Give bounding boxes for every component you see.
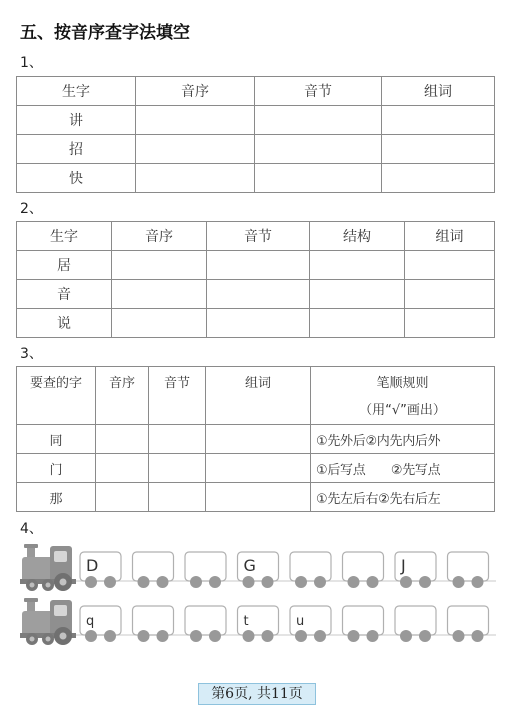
train-car[interactable] (238, 552, 279, 588)
table-3-header: 音序 (96, 367, 149, 425)
locomotive-icon (20, 544, 76, 591)
blank-cell[interactable] (310, 309, 405, 338)
char-cell: 门 (17, 454, 96, 483)
char-cell: 招 (17, 135, 136, 164)
table-row (17, 135, 495, 164)
train-car[interactable] (80, 606, 121, 642)
rule-hint: （用“√”画出） (359, 403, 446, 418)
char-cell: 音 (17, 280, 112, 309)
table-1 (16, 76, 495, 193)
char-cell: 说 (17, 309, 112, 338)
table-row (17, 251, 495, 280)
blank-cell[interactable] (112, 309, 207, 338)
train-car-letter: q (86, 614, 95, 629)
blank-cell[interactable] (149, 483, 206, 512)
table-2-header: 音节 (207, 222, 310, 251)
train-car[interactable] (238, 606, 279, 642)
train-car[interactable] (343, 552, 384, 588)
blank-cell[interactable] (136, 106, 255, 135)
train-car[interactable] (395, 606, 436, 642)
question-1-label: 1、 (20, 55, 43, 71)
train-car-letter: t (243, 614, 249, 629)
blank-cell[interactable] (136, 135, 255, 164)
blank-cell[interactable] (112, 251, 207, 280)
table-row (17, 483, 495, 512)
blank-cell[interactable] (96, 425, 149, 454)
blank-cell[interactable] (255, 106, 382, 135)
blank-cell[interactable] (405, 280, 495, 309)
question-4-label: 4、 (20, 521, 43, 537)
table-row (17, 309, 495, 338)
train-car[interactable] (133, 606, 174, 642)
train-car[interactable] (185, 606, 226, 642)
blank-cell[interactable] (149, 454, 206, 483)
rule-options[interactable]: ①先左后右②先右后左 (311, 483, 495, 512)
train-car-letter: G (243, 556, 256, 575)
section-title: 五、按音序查字法填空 (20, 23, 190, 43)
train-car[interactable] (290, 552, 331, 588)
table-3-header: 组词 (206, 367, 311, 425)
char-cell: 居 (17, 251, 112, 280)
char-cell: 讲 (17, 106, 136, 135)
table-row (17, 280, 495, 309)
train-row-2-cars (80, 606, 489, 642)
blank-cell[interactable] (207, 251, 310, 280)
blank-cell[interactable] (207, 309, 310, 338)
blank-cell[interactable] (149, 425, 206, 454)
page-footer: 第6页, 共11页 (198, 683, 316, 705)
train-car[interactable] (343, 606, 384, 642)
train-car[interactable] (80, 552, 121, 588)
table-row (17, 106, 495, 135)
table-1-header: 生字 (17, 77, 136, 106)
table-3-header: 笔顺规则 (376, 376, 429, 391)
blank-cell[interactable] (310, 251, 405, 280)
table-row (17, 454, 495, 483)
blank-cell[interactable] (96, 483, 149, 512)
blank-cell[interactable] (255, 135, 382, 164)
train-car[interactable] (448, 552, 489, 588)
table-2-header: 结构 (310, 222, 405, 251)
question-2-label: 2、 (20, 201, 43, 217)
char-cell: 快 (17, 164, 136, 193)
train-car-letter: u (296, 614, 305, 629)
locomotive-icon (20, 598, 76, 645)
blank-cell[interactable] (112, 280, 207, 309)
stroke-rule-header (311, 367, 495, 425)
blank-cell[interactable] (382, 164, 495, 193)
rule-options[interactable]: ①后写点 ②先写点 (311, 454, 495, 483)
table-2-header: 音序 (112, 222, 207, 251)
table-3 (16, 366, 495, 512)
char-cell: 同 (17, 425, 96, 454)
blank-cell[interactable] (310, 280, 405, 309)
blank-cell[interactable] (206, 454, 311, 483)
train-diagram (20, 540, 496, 648)
char-cell: 那 (17, 483, 96, 512)
blank-cell[interactable] (206, 483, 311, 512)
table-1-header: 音序 (136, 77, 255, 106)
blank-cell[interactable] (405, 309, 495, 338)
train-car-letter: D (86, 556, 99, 575)
table-1-header: 音节 (255, 77, 382, 106)
table-2 (16, 221, 495, 338)
table-3-header: 要查的字 (17, 367, 96, 425)
train-car[interactable] (185, 552, 226, 588)
train-car[interactable] (395, 552, 436, 588)
rule-options[interactable]: ①先外后②内先内后外 (311, 425, 495, 454)
table-2-header: 组词 (405, 222, 495, 251)
table-2-header: 生字 (17, 222, 112, 251)
blank-cell[interactable] (136, 164, 255, 193)
train-car[interactable] (133, 552, 174, 588)
blank-cell[interactable] (96, 454, 149, 483)
train-car[interactable] (290, 606, 331, 642)
table-row (17, 164, 495, 193)
blank-cell[interactable] (255, 164, 382, 193)
blank-cell[interactable] (206, 425, 311, 454)
blank-cell[interactable] (405, 251, 495, 280)
blank-cell[interactable] (382, 135, 495, 164)
train-car[interactable] (448, 606, 489, 642)
table-row (17, 425, 495, 454)
train-row-1-cars (80, 552, 489, 588)
train-car-letter: J (401, 556, 406, 575)
blank-cell[interactable] (207, 280, 310, 309)
question-3-label: 3、 (20, 346, 43, 362)
table-1-header: 组词 (382, 77, 495, 106)
table-3-header: 音节 (149, 367, 206, 425)
blank-cell[interactable] (382, 106, 495, 135)
